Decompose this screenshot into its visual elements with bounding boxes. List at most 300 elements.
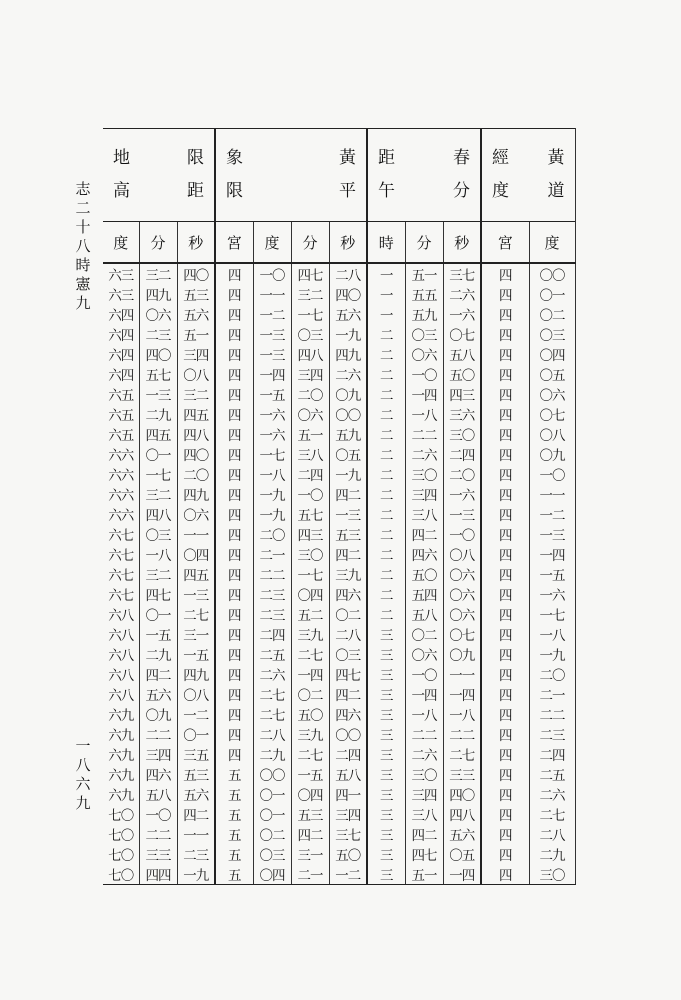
table-cell: 五六 (139, 684, 177, 704)
table-cell: 二六 (253, 664, 291, 684)
table-cell: 二 (367, 404, 405, 424)
table-cell: 四 (481, 704, 529, 724)
table-cell: 四 (481, 844, 529, 864)
table-cell: 二二 (529, 704, 575, 724)
table-cell: 一 (367, 284, 405, 304)
table-cell: 五八 (443, 344, 481, 364)
table-row (103, 263, 575, 284)
table-cell: 〇三 (405, 324, 443, 344)
table-cell: 一三 (443, 504, 481, 524)
table-cell: 一八 (443, 704, 481, 724)
table-cell: 四六 (329, 704, 367, 724)
table-cell: 五一 (405, 263, 443, 284)
table-cell: 四 (481, 744, 529, 764)
table-cell: 五七 (139, 364, 177, 384)
table-cell: 四八 (139, 504, 177, 524)
table-cell: 三 (367, 704, 405, 724)
table-cell: 二三 (139, 324, 177, 344)
table-cell: 〇四 (253, 864, 291, 885)
table-cell: 二二 (253, 564, 291, 584)
table-cell: 六五 (108, 388, 134, 404)
table-cell: 三八 (291, 444, 329, 464)
table-cell: 〇六 (405, 644, 443, 664)
table-cell: 四 (215, 324, 253, 344)
table-row (103, 824, 575, 844)
table-cell: 四 (481, 584, 529, 604)
table-cell: 四六 (139, 764, 177, 784)
table-cell: 〇三 (291, 324, 329, 344)
table-cell: 四 (481, 504, 529, 524)
table-cell: 五六 (443, 824, 481, 844)
table-cell: 二 (367, 444, 405, 464)
table-cell: 四二 (329, 484, 367, 504)
table-cell: 五三 (291, 804, 329, 824)
table-cell: 六五 (108, 428, 134, 444)
table-cell: 一四 (443, 684, 481, 704)
header-line-1 (226, 142, 356, 175)
table-cell: 三七 (329, 824, 367, 844)
group-header (215, 129, 367, 222)
table-cell: 六八 (108, 688, 134, 704)
table-row (103, 304, 575, 324)
table-cell: 一五 (291, 764, 329, 784)
table-cell: 二九 (139, 404, 177, 424)
table-cell: 六九 (108, 788, 134, 804)
table-cell: 一九 (253, 504, 291, 524)
table-cell: 〇三 (139, 524, 177, 544)
table-cell: 三一 (291, 844, 329, 864)
table-cell: 一二 (177, 704, 215, 724)
table-cell: 二二 (443, 724, 481, 744)
table-cell: 〇六 (443, 604, 481, 624)
unit-header-row (103, 222, 575, 264)
table-cell: 二二 (405, 424, 443, 444)
table-cell: 六九 (108, 748, 134, 764)
table-cell: 〇〇 (329, 724, 367, 744)
header-line-1 (378, 142, 470, 175)
table-cell: 六四 (108, 328, 134, 344)
table-cell: 一三 (253, 344, 291, 364)
table-cell: 四 (481, 764, 529, 784)
table-cell: 二〇 (177, 464, 215, 484)
table-cell: 一五 (253, 384, 291, 404)
unit-header: 度 (253, 222, 291, 264)
table-cell: 二四 (443, 444, 481, 464)
table-cell: 一六 (443, 484, 481, 504)
table-cell: 一五 (139, 624, 177, 644)
table-cell: 一〇 (529, 464, 575, 484)
table-cell: 四〇 (329, 284, 367, 304)
table-cell: 四二 (139, 664, 177, 684)
table-cell: 二一 (529, 684, 575, 704)
table-cell: 一一 (443, 664, 481, 684)
table-cell: 三 (367, 644, 405, 664)
header-char: 地 (113, 148, 130, 168)
table-cell: 四 (215, 564, 253, 584)
table-row (103, 284, 575, 304)
table-cell: 四 (481, 304, 529, 324)
table-cell: 〇三 (253, 844, 291, 864)
table-cell: 四二 (291, 824, 329, 844)
table-cell: 一五 (529, 564, 575, 584)
table-cell: 六九 (108, 708, 134, 724)
table-cell: 四 (481, 644, 529, 664)
table-cell: 一三 (329, 504, 367, 524)
table-cell: 一九 (529, 644, 575, 664)
table-cell: 二 (367, 464, 405, 484)
table-cell: 〇四 (529, 344, 575, 364)
table-cell: 〇七 (443, 624, 481, 644)
table-row (103, 544, 575, 564)
table-cell: 四四 (139, 864, 177, 885)
table-cell: 五八 (405, 604, 443, 624)
table-cell: 四 (481, 804, 529, 824)
table-cell: 一四 (405, 684, 443, 704)
table-cell: 六六 (108, 448, 134, 464)
table-row (103, 484, 575, 504)
table-cell: 三 (367, 804, 405, 824)
table-cell: 三四 (329, 804, 367, 824)
table-cell: 三五 (177, 744, 215, 764)
table-cell: 五 (215, 844, 253, 864)
header-char: 限 (226, 181, 243, 201)
table-cell: 〇二 (291, 684, 329, 704)
table-cell: 一〇 (139, 804, 177, 824)
header-char: 限 (187, 148, 204, 168)
table-cell: 四八 (443, 804, 481, 824)
table-cell: 〇八 (177, 684, 215, 704)
table-cell: 一四 (253, 364, 291, 384)
table-cell: 四 (215, 504, 253, 524)
table-cell: 四 (215, 624, 253, 644)
table-cell: 六四 (108, 348, 134, 364)
table-cell: 四 (215, 744, 253, 764)
table-row (103, 404, 575, 424)
table-cell: 一八 (405, 704, 443, 724)
table-cell: 四 (481, 444, 529, 464)
table-cell: 三 (367, 744, 405, 764)
table-cell: 三二 (139, 564, 177, 584)
table-cell: 四 (481, 484, 529, 504)
table-cell: 〇一 (139, 604, 177, 624)
table-cell: 七〇 (103, 864, 139, 885)
table-cell: 四 (215, 344, 253, 364)
table-cell: 五一 (291, 424, 329, 444)
table-cell: 〇二 (405, 624, 443, 644)
table-cell: 二八 (529, 824, 575, 844)
table-row (103, 684, 575, 704)
table-cell: 六五 (108, 408, 134, 424)
table-cell: 一八 (253, 464, 291, 484)
table-row (103, 804, 575, 824)
table-cell: 四 (481, 344, 529, 364)
table-cell: 五 (215, 784, 253, 804)
table-cell: 〇五 (443, 844, 481, 864)
table-cell: 三二 (177, 384, 215, 404)
table-cell: 二 (367, 344, 405, 364)
table-row (103, 744, 575, 764)
unit-header: 秒 (443, 222, 481, 264)
table-cell: 二 (367, 484, 405, 504)
table-cell: 四五 (177, 564, 215, 584)
table-cell: 一七 (291, 564, 329, 584)
table-row (103, 764, 575, 784)
table-cell: 三四 (177, 344, 215, 364)
table-cell: 一八 (529, 624, 575, 644)
table-cell: 三〇 (529, 864, 575, 885)
table-cell: 四 (481, 664, 529, 684)
table-cell: 四 (215, 484, 253, 504)
table-cell: 四 (215, 704, 253, 724)
table-cell: 三二 (139, 484, 177, 504)
table-cell: 五六 (177, 304, 215, 324)
table-cell: 二 (367, 544, 405, 564)
table-cell: 〇五 (529, 364, 575, 384)
table-cell: 四二 (329, 684, 367, 704)
table-cell: 四 (215, 384, 253, 404)
table-cell: 四 (481, 784, 529, 804)
header-char: 距 (187, 181, 204, 201)
table-cell: 〇九 (329, 384, 367, 404)
table-cell: 五 (215, 824, 253, 844)
table-cell: 四 (215, 724, 253, 744)
table-cell: 三四 (139, 744, 177, 764)
table-cell: 二 (367, 504, 405, 524)
table-cell: 二六 (529, 784, 575, 804)
table-cell: 四 (481, 824, 529, 844)
table-body (103, 263, 575, 885)
table-cell: 二九 (139, 644, 177, 664)
table-cell: 四 (215, 424, 253, 444)
table-cell: 七〇 (108, 808, 134, 824)
table-cell: 二三 (253, 584, 291, 604)
header-char: 象 (226, 148, 243, 168)
table-cell: 〇六 (443, 564, 481, 584)
table-cell: 一 (367, 304, 405, 324)
table-cell: 二六 (443, 284, 481, 304)
table-cell: 五六 (177, 784, 215, 804)
table-cell: 六八 (108, 648, 134, 664)
table-cell: 〇六 (443, 584, 481, 604)
table-cell: 一一 (177, 824, 215, 844)
table-cell: 四 (215, 284, 253, 304)
table-cell: 三 (367, 724, 405, 744)
table-cell: 二八 (329, 263, 367, 284)
table-cell: 〇二 (529, 304, 575, 324)
header-line-1 (492, 142, 565, 175)
table-cell: 〇二 (329, 604, 367, 624)
table-cell: 四〇 (177, 444, 215, 464)
table-cell: 一九 (329, 324, 367, 344)
table-cell: 一三 (139, 384, 177, 404)
table-cell: 四二 (405, 524, 443, 544)
table-cell: 四 (215, 304, 253, 324)
table-cell: 四九 (177, 484, 215, 504)
table-cell: 〇四 (291, 584, 329, 604)
table-cell: 一〇 (443, 524, 481, 544)
table-row (103, 464, 575, 484)
table-cell: 五三 (177, 764, 215, 784)
table-cell: 四 (215, 644, 253, 664)
table-cell: 三二 (291, 284, 329, 304)
table-cell: 〇六 (529, 384, 575, 404)
table-row (103, 704, 575, 724)
table-cell: 四三 (291, 524, 329, 544)
table-cell: 四八 (177, 424, 215, 444)
table-cell: 四 (481, 464, 529, 484)
unit-header: 分 (405, 222, 443, 264)
table-cell: 二〇 (443, 464, 481, 484)
table-cell: 五 (215, 764, 253, 784)
table-row (103, 844, 575, 864)
table-cell: 四二 (405, 824, 443, 844)
table-cell: 一六 (443, 304, 481, 324)
ephemeris-table (103, 128, 576, 885)
table-cell: 〇七 (443, 324, 481, 344)
table-cell: 四六 (405, 544, 443, 564)
table-cell: 三六 (443, 404, 481, 424)
table-cell: 一七 (529, 604, 575, 624)
table-cell: 一四 (443, 864, 481, 885)
table-cell: 六六 (108, 468, 134, 484)
table-cell: 〇三 (329, 644, 367, 664)
header-char: 分 (453, 181, 470, 201)
table-cell: 五 (215, 804, 253, 824)
table-cell: 五六 (329, 304, 367, 324)
group-header (103, 129, 215, 222)
table-cell: 二六 (405, 744, 443, 764)
header-char: 經 (492, 148, 509, 168)
table-cell: 〇六 (177, 504, 215, 524)
table-cell: 三 (367, 624, 405, 644)
table-row (103, 344, 575, 364)
table-cell: 〇四 (177, 544, 215, 564)
table-row (103, 624, 575, 644)
header-char: 平 (339, 181, 356, 201)
table-cell: 一六 (253, 424, 291, 444)
table-cell: 一〇 (291, 484, 329, 504)
table-cell: 六三 (108, 288, 134, 304)
unit-header: 度 (529, 222, 575, 264)
table-cell: 〇七 (529, 404, 575, 424)
table-row (103, 664, 575, 684)
table-cell: 四 (215, 404, 253, 424)
table-row (103, 644, 575, 664)
header-line-2 (492, 175, 565, 208)
table-cell: 三 (367, 864, 405, 885)
table-cell: 四九 (329, 344, 367, 364)
table-cell: 一九 (177, 864, 215, 885)
table-cell: 五五 (405, 284, 443, 304)
table-row (103, 724, 575, 744)
table-cell: 〇九 (529, 444, 575, 464)
table-row (103, 524, 575, 544)
table-cell: 六九 (108, 728, 134, 744)
header-char: 黃 (547, 148, 565, 168)
table-cell: 三 (367, 764, 405, 784)
table-cell: 〇〇 (329, 404, 367, 424)
table-cell: 四三 (443, 384, 481, 404)
header-line-2 (378, 175, 470, 208)
table-cell: 五九 (329, 424, 367, 444)
table-cell: 四 (481, 564, 529, 584)
table-cell: 五八 (139, 784, 177, 804)
table-cell: 四八 (291, 344, 329, 364)
table-cell: 一二 (253, 304, 291, 324)
table-cell: 五八 (329, 764, 367, 784)
table-cell: 一〇 (405, 664, 443, 684)
unit-header: 分 (139, 222, 177, 264)
table-cell: 四七 (291, 263, 329, 284)
unit-header: 分 (291, 222, 329, 264)
table-cell: 二七 (443, 744, 481, 764)
table-cell: 二〇 (291, 384, 329, 404)
table-cell: 四 (481, 624, 529, 644)
table-cell: 六八 (108, 628, 134, 644)
table-cell: 〇一 (253, 784, 291, 804)
table-cell: 四七 (405, 844, 443, 864)
table-cell: 三九 (291, 724, 329, 744)
table-cell: 三四 (405, 484, 443, 504)
table-cell: 四六 (329, 584, 367, 604)
table-cell: 一五 (177, 644, 215, 664)
table-cell: 〇一 (139, 444, 177, 464)
table-row (103, 444, 575, 464)
table-cell: 一八 (139, 544, 177, 564)
table-cell: 四 (215, 524, 253, 544)
table-cell: 二九 (253, 744, 291, 764)
table-cell: 一〇 (253, 263, 291, 284)
table-cell: 一一 (529, 484, 575, 504)
table-cell: 四 (481, 524, 529, 544)
table-cell: 一七 (139, 464, 177, 484)
table-row (103, 564, 575, 584)
table-cell: 〇九 (139, 704, 177, 724)
unit-header: 秒 (329, 222, 367, 264)
table-cell: 四 (481, 404, 529, 424)
table-cell: 五二 (291, 604, 329, 624)
table-cell: 一六 (529, 584, 575, 604)
table-row (103, 424, 575, 444)
table-cell: 二〇 (253, 524, 291, 544)
table-cell: 二 (367, 364, 405, 384)
table-cell: 〇三 (529, 324, 575, 344)
table-cell: 〇八 (177, 364, 215, 384)
table-cell: 二五 (253, 644, 291, 664)
table-cell: 四一 (329, 784, 367, 804)
table-row (103, 584, 575, 604)
table-cell: 四五 (177, 404, 215, 424)
table-cell: 一二 (329, 864, 367, 885)
table-cell: 二二 (139, 724, 177, 744)
table-cell: 一九 (329, 464, 367, 484)
table-row (103, 784, 575, 804)
table-cell: 一 (367, 263, 405, 284)
table-cell: 三九 (329, 564, 367, 584)
table-cell: 〇一 (177, 724, 215, 744)
table-cell: 四 (481, 364, 529, 384)
table-cell: 四九 (139, 284, 177, 304)
table-cell: 三〇 (405, 464, 443, 484)
table-cell: 三〇 (291, 544, 329, 564)
table-cell: 二二 (139, 824, 177, 844)
table-cell: 二三 (177, 844, 215, 864)
table-cell: 〇六 (291, 404, 329, 424)
table-cell: 五〇 (291, 704, 329, 724)
table-cell: 三 (367, 844, 405, 864)
table-cell: 三一 (177, 624, 215, 644)
table-cell: 二四 (253, 624, 291, 644)
